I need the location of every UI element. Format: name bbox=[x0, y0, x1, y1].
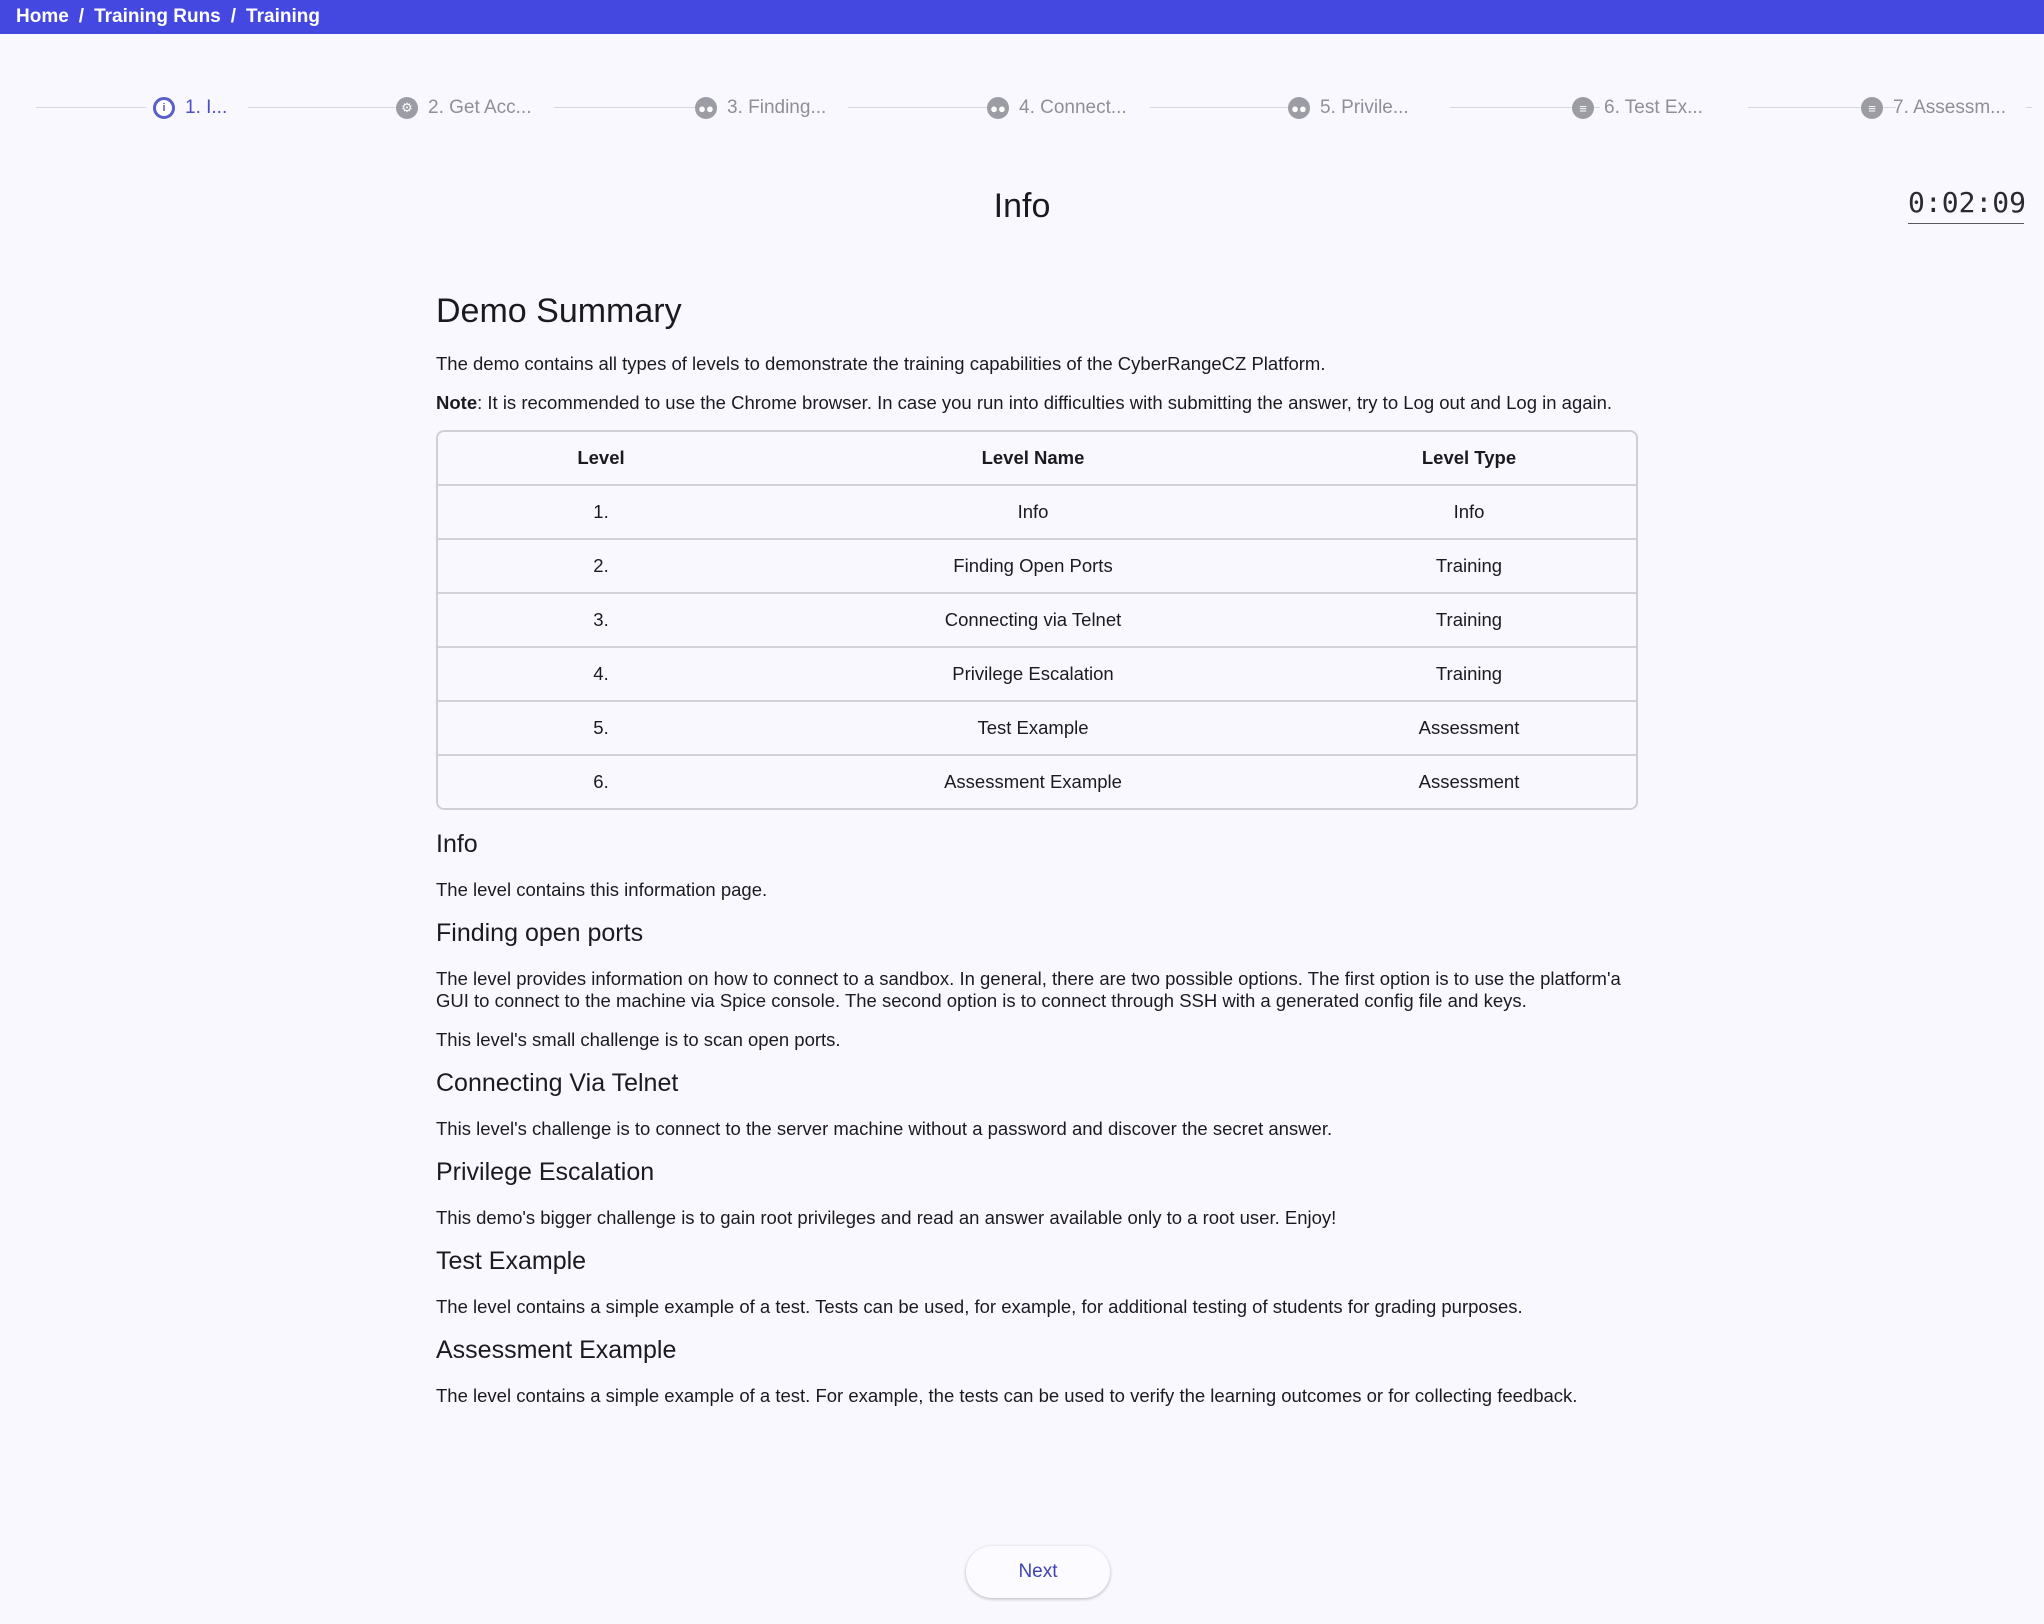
section-title-info: Info bbox=[436, 830, 478, 858]
table-header-row bbox=[438, 432, 1636, 484]
document-icon: ≡ bbox=[1572, 97, 1594, 119]
note-body: : It is recommended to use the Chrome browser. In case you run into difficulties with submitting the answer, try to Log out and Log in again. bbox=[477, 392, 1613, 413]
column-header-level: Level bbox=[577, 447, 625, 468]
table-row bbox=[438, 592, 1636, 646]
step-7-assessment[interactable] bbox=[1861, 94, 2006, 122]
section-text: This demo's bigger challenge is to gain root privileges and read an answer available only to a root user. Enjoy! bbox=[436, 1207, 1337, 1228]
column-header-level-type: Level Type bbox=[1421, 447, 1517, 468]
step-label: 5. Privile... bbox=[1320, 97, 1409, 118]
breadcrumb-separator: / bbox=[230, 6, 237, 27]
cell-level-type: Assessment bbox=[1302, 754, 1636, 808]
step-label: 1. I... bbox=[185, 97, 228, 118]
cell-level: 2. bbox=[438, 538, 764, 592]
gear-icon: ⚙ bbox=[396, 97, 418, 119]
breadcrumb-separator: / bbox=[78, 6, 85, 27]
stepper-connector bbox=[848, 107, 998, 108]
gamepad-icon: ●● bbox=[1288, 97, 1310, 119]
step-label: 4. Connect... bbox=[1019, 97, 1127, 118]
table-row bbox=[438, 484, 1636, 538]
section-title-connecting-via-telnet: Connecting Via Telnet bbox=[436, 1069, 679, 1097]
step-6-test-example[interactable] bbox=[1572, 94, 1703, 122]
breadcrumb-training[interactable]: Training bbox=[246, 6, 320, 27]
cell-level-type: Training bbox=[1302, 646, 1636, 700]
note-label: Note bbox=[436, 392, 478, 413]
table-row bbox=[438, 754, 1636, 808]
document-icon: ≡ bbox=[1861, 97, 1883, 119]
section-text: The level contains this information page. bbox=[436, 879, 768, 900]
cell-level-type: Training bbox=[1302, 538, 1636, 592]
table-row bbox=[438, 538, 1636, 592]
cell-level: 6. bbox=[438, 754, 764, 808]
section-text: This level's challenge is to connect to the server machine without a password and discover the secret answer. bbox=[436, 1118, 1333, 1139]
cell-level-name: Assessment Example bbox=[764, 754, 1302, 808]
note-text bbox=[436, 392, 1638, 414]
intro-text: The demo contains all types of levels to demonstrate the training capabilities of the CyberRangeCZ Platform. bbox=[436, 353, 1326, 374]
cell-level: 1. bbox=[438, 484, 764, 538]
step-4-connect[interactable] bbox=[987, 94, 1127, 122]
cell-level-name: Finding Open Ports bbox=[764, 538, 1302, 592]
table-row bbox=[438, 646, 1636, 700]
breadcrumb-training-runs[interactable]: Training Runs bbox=[94, 6, 221, 27]
step-label: 3. Finding... bbox=[727, 97, 827, 118]
cell-level: 3. bbox=[438, 592, 764, 646]
page-title: Info bbox=[993, 187, 1051, 225]
next-button[interactable]: Next bbox=[966, 1546, 1110, 1598]
section-title-assessment-example: Assessment Example bbox=[436, 1336, 677, 1364]
section-title-privilege-escalation: Privilege Escalation bbox=[436, 1158, 655, 1186]
level-content bbox=[436, 292, 1638, 1425]
step-5-privilege[interactable] bbox=[1288, 94, 1409, 122]
cell-level-name: Privilege Escalation bbox=[764, 646, 1302, 700]
stepper-connector bbox=[248, 107, 400, 108]
cell-level: 5. bbox=[438, 700, 764, 754]
top-bar bbox=[0, 0, 2044, 34]
cell-level: 4. bbox=[438, 646, 764, 700]
stepper-connector bbox=[1150, 107, 1304, 108]
section-title-finding-open-ports: Finding open ports bbox=[436, 919, 644, 947]
step-label: 7. Assessm... bbox=[1893, 97, 2006, 118]
stepper-connector bbox=[554, 107, 706, 108]
section-text: The level contains a simple example of a test. Tests can be used, for example, for additional testing of students for grading purposes. bbox=[436, 1296, 1523, 1317]
step-label: 6. Test Ex... bbox=[1604, 97, 1703, 118]
gamepad-icon: ●● bbox=[695, 97, 717, 119]
levels-table bbox=[436, 430, 1638, 810]
stepper-connector bbox=[36, 107, 146, 108]
elapsed-timer: 0:02:09 bbox=[1908, 186, 2024, 224]
section-title-test-example: Test Example bbox=[436, 1247, 587, 1275]
level-stepper bbox=[36, 88, 2032, 128]
section-text: The level provides information on how to connect to a sandbox. In general, there are two possible options. The first option is to use the platform'a GUI to connect to the machine via Spice console. The second option is to connect through SSH with a generated config file and keys. bbox=[436, 968, 1621, 1011]
column-header-level-name: Level Name bbox=[981, 447, 1085, 468]
step-label: 2. Get Acc... bbox=[428, 97, 532, 118]
step-2-get-access[interactable] bbox=[396, 94, 532, 122]
step-3-finding[interactable] bbox=[695, 94, 826, 122]
content-heading: Demo Summary bbox=[436, 292, 682, 330]
cell-level-type: Info bbox=[1302, 484, 1636, 538]
section-text: The level contains a simple example of a test. For example, the tests can be used to verify the learning outcomes or for collecting feedback. bbox=[436, 1385, 1578, 1406]
gamepad-icon: ●● bbox=[987, 97, 1009, 119]
cell-level-type: Assessment bbox=[1302, 700, 1636, 754]
cell-level-type: Training bbox=[1302, 592, 1636, 646]
cell-level-name: Connecting via Telnet bbox=[764, 592, 1302, 646]
cell-level-name: Test Example bbox=[764, 700, 1302, 754]
cell-level-name: Info bbox=[764, 484, 1302, 538]
info-icon: i bbox=[153, 97, 175, 119]
section-text: This level's small challenge is to scan open ports. bbox=[436, 1029, 841, 1050]
step-1-info[interactable] bbox=[153, 94, 227, 122]
stepper-connector bbox=[2026, 107, 2032, 108]
breadcrumb-home[interactable]: Home bbox=[16, 6, 69, 27]
table-row bbox=[438, 700, 1636, 754]
